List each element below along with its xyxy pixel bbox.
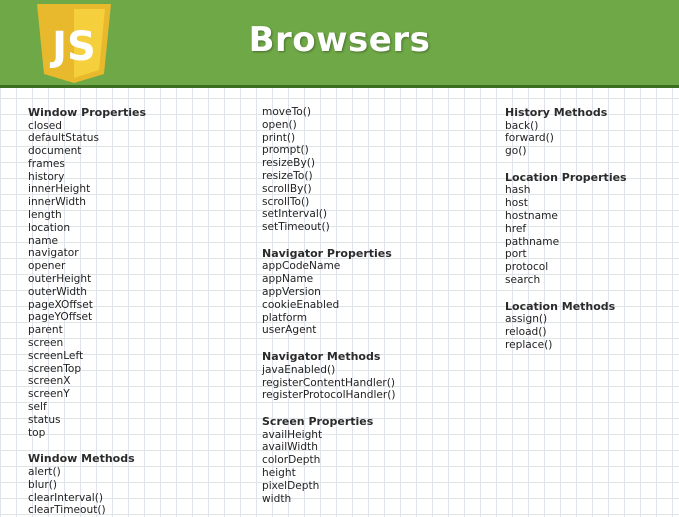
- page-header: [0, 0, 679, 88]
- section-title: Window Properties: [28, 106, 146, 119]
- list-item: hostname: [505, 209, 558, 222]
- list-item: replace(): [505, 338, 553, 351]
- section-title: History Methods: [505, 106, 608, 119]
- list-item: resizeTo(): [262, 169, 313, 182]
- list-item: cookieEnabled: [262, 298, 340, 311]
- list-item: outerWidth: [28, 285, 88, 298]
- list-item: search: [505, 273, 541, 286]
- list-item: resizeBy(): [262, 157, 315, 170]
- list-item: availHeight: [262, 428, 323, 441]
- column-3: [505, 106, 627, 352]
- list-item: length: [28, 209, 62, 222]
- list-item: height: [262, 467, 296, 480]
- list-item: pixelDepth: [262, 479, 320, 492]
- list-item: setInterval(): [262, 208, 328, 221]
- list-item: name: [28, 234, 59, 247]
- list-item: self: [28, 401, 47, 414]
- list-item: opener: [28, 260, 66, 273]
- list-item: appCodeName: [262, 260, 341, 273]
- list-item: host: [505, 197, 528, 210]
- section-window-properties: [28, 106, 146, 439]
- list-item: screenLeft: [28, 349, 84, 362]
- item-list: [28, 466, 146, 517]
- list-item: protocol: [505, 261, 549, 274]
- section-window-methods-continued: [262, 106, 396, 234]
- list-item: clearTimeout(): [28, 504, 106, 517]
- list-item: hash: [505, 184, 531, 197]
- column-1: [28, 106, 146, 517]
- page-title: Browsers: [248, 20, 431, 60]
- list-item: platform: [262, 311, 308, 324]
- item-list: [262, 429, 396, 506]
- list-item: port: [505, 248, 527, 261]
- list-item: registerProtocolHandler(): [262, 389, 396, 402]
- list-item: href: [505, 222, 527, 235]
- list-item: innerHeight: [28, 183, 91, 196]
- item-list: [262, 260, 396, 337]
- list-item: clearInterval(): [28, 491, 103, 504]
- list-item: pageYOffset: [28, 311, 93, 324]
- list-item: navigator: [28, 247, 79, 260]
- list-item: top: [28, 426, 46, 439]
- list-item: print(): [262, 131, 296, 144]
- section-location-properties: [505, 171, 627, 287]
- section-screen-properties: [262, 415, 396, 505]
- list-item: parent: [28, 324, 63, 337]
- list-item: blur(): [28, 478, 58, 491]
- list-item: assign(): [505, 313, 548, 326]
- section-title: Window Methods: [28, 452, 135, 466]
- item-list: [262, 106, 396, 234]
- list-item: scrollTo(): [262, 195, 310, 208]
- list-item: pageXOffset: [28, 298, 93, 311]
- list-item: innerWidth: [28, 196, 87, 209]
- list-item: closed: [28, 119, 63, 132]
- section-title: Location Properties: [505, 170, 627, 184]
- list-item: setTimeout(): [262, 221, 330, 234]
- list-item: moveTo(): [262, 106, 312, 118]
- section-title: Navigator Properties: [262, 246, 392, 260]
- list-item: screenTop: [28, 362, 82, 375]
- list-item: javaEnabled(): [262, 363, 336, 376]
- list-item: open(): [262, 118, 297, 131]
- list-item: location: [28, 221, 71, 234]
- section-title: Screen Properties: [262, 415, 374, 429]
- list-item: appVersion: [262, 286, 321, 299]
- section-title: Location Methods: [505, 299, 616, 313]
- list-item: back(): [505, 119, 539, 132]
- list-item: status: [28, 413, 61, 426]
- list-item: forward(): [505, 132, 554, 145]
- list-item: outerHeight: [28, 273, 92, 286]
- item-list: [505, 184, 627, 286]
- list-item: registerContentHandler(): [262, 376, 395, 389]
- list-item: history: [28, 170, 65, 183]
- item-list: [505, 313, 627, 351]
- list-item: screenY: [28, 388, 70, 401]
- list-item: prompt(): [262, 144, 309, 157]
- list-item: width: [262, 492, 292, 505]
- list-item: screen: [28, 337, 64, 350]
- section-navigator-methods: [262, 350, 396, 402]
- list-item: availWidth: [262, 441, 318, 454]
- item-list: [262, 364, 396, 402]
- section-navigator-properties: [262, 247, 396, 337]
- list-item: userAgent: [262, 324, 317, 337]
- logo-text: JS: [52, 24, 96, 70]
- list-item: screenX: [28, 375, 71, 388]
- list-item: frames: [28, 157, 65, 170]
- list-item: alert(): [28, 465, 61, 478]
- list-item: go(): [505, 145, 527, 158]
- section-title: Navigator Methods: [262, 350, 381, 364]
- section-location-methods: [505, 300, 627, 352]
- list-item: scrollBy(): [262, 182, 312, 195]
- list-item: appName: [262, 273, 314, 286]
- item-list: [505, 120, 627, 158]
- list-item: document: [28, 145, 82, 158]
- item-list: [28, 120, 146, 440]
- section-window-methods: [28, 452, 146, 517]
- list-item: pathname: [505, 235, 560, 248]
- list-item: defaultStatus: [28, 132, 100, 145]
- section-history-methods: [505, 106, 627, 158]
- list-item: reload(): [505, 326, 547, 339]
- column-2: [262, 106, 396, 505]
- list-item: colorDepth: [262, 454, 321, 467]
